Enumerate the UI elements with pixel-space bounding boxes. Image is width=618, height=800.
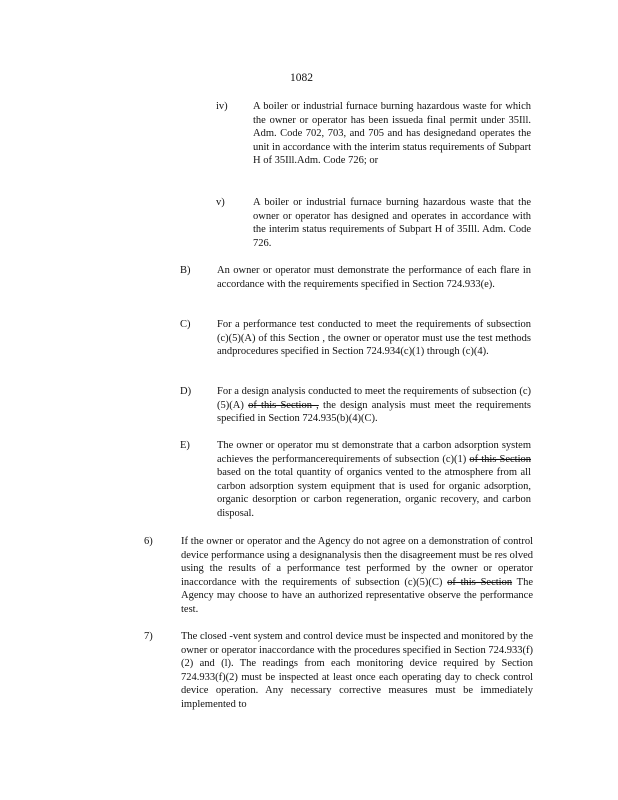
text-after-deletion: the design analysis must meet the requirements specified in Section 724.935(b)(4)(C). — [217, 399, 531, 424]
item-E — [180, 439, 531, 520]
deleted-text: of this Section — [469, 453, 532, 465]
item-label: 6) — [144, 536, 153, 547]
item-text — [181, 535, 533, 616]
item-B — [180, 264, 531, 291]
deleted-text: of this Section — [447, 576, 513, 588]
item-text: The closed -vent system and control device must be inspected and monitored by the owner or operator inaccordance with the procedures specified in Section 724.933(f)(2) and (l). The readings from each monitoring device required by Section 724.933(f)(2) must be inspected at least once each operating day to check control device operation. Any necessary corrective measures must be immediately implemented to — [181, 631, 533, 710]
item-D — [180, 385, 531, 426]
item-label: 7) — [144, 631, 153, 642]
text-before-deletion: For a design analysis conducted to meet the requirements of subsection (c)(5)(A) — [217, 386, 531, 411]
item-label: C) — [180, 319, 191, 330]
item-text: A boiler or industrial furnace burning hazardous waste for which the owner or operator has been issueda final permit under 35Ill. Adm. Code 702, 703, and 705 and has designedand operates the unit in accordance with the interim status requirements of Subpart H of 35Ill.Adm. Code 726; or — [253, 101, 531, 166]
text-before-deletion: The owner or operator mu st demonstrate that a carbon adsorption system achieves the performancerequirements of subsection (c)(1) — [217, 440, 531, 465]
item-iv — [216, 100, 531, 168]
item-label: B) — [180, 265, 191, 276]
item-C — [180, 318, 531, 359]
item-text: A boiler or industrial furnace burning hazardous waste that the owner or operator has designed and operates in accordance with the interim status requirements of Subpart H of 35Ill. Adm. Code 726. — [253, 197, 531, 249]
item-text — [217, 439, 531, 520]
item-7 — [144, 630, 533, 711]
item-6 — [144, 535, 533, 616]
item-label: E) — [180, 440, 190, 451]
item-text: For a performance test conducted to meet the requirements of subsection (c)(5)(A) of this Section , the owner or operator must use the test methods andprocedures specified in Section 724.934(c)(1) through (c)(4). — [217, 319, 531, 357]
item-text — [217, 385, 531, 426]
item-v — [216, 196, 531, 250]
text-after-deletion: The Agency may choose to have an authorized representative observe the performance test. — [181, 576, 533, 615]
deleted-text: of this Section , — [248, 399, 319, 411]
item-label: v) — [216, 197, 225, 208]
page-number: 1082 — [290, 72, 313, 84]
item-label: D) — [180, 386, 192, 397]
item-label: iv) — [216, 101, 228, 112]
item-text: An owner or operator must demonstrate the performance of each flare in accordance with the requirements specified in Section 724.933(e). — [217, 265, 531, 290]
text-before-deletion: If the owner or operator and the Agency do not agree on a demonstration of control device performance using a designanalysis then the disagreement must be res olved using the results of a performance test performed by the owner or operator inaccordance with the requirements of subsection (c)(5)(C) — [181, 536, 533, 588]
text-after-deletion: based on the total quantity of organics vented to the atmosphere from all carbon adsorption system equipment that is used for organic adsorption, organic desorption or carbon regeneration, organic recovery, and carbon disposal. — [217, 467, 531, 519]
